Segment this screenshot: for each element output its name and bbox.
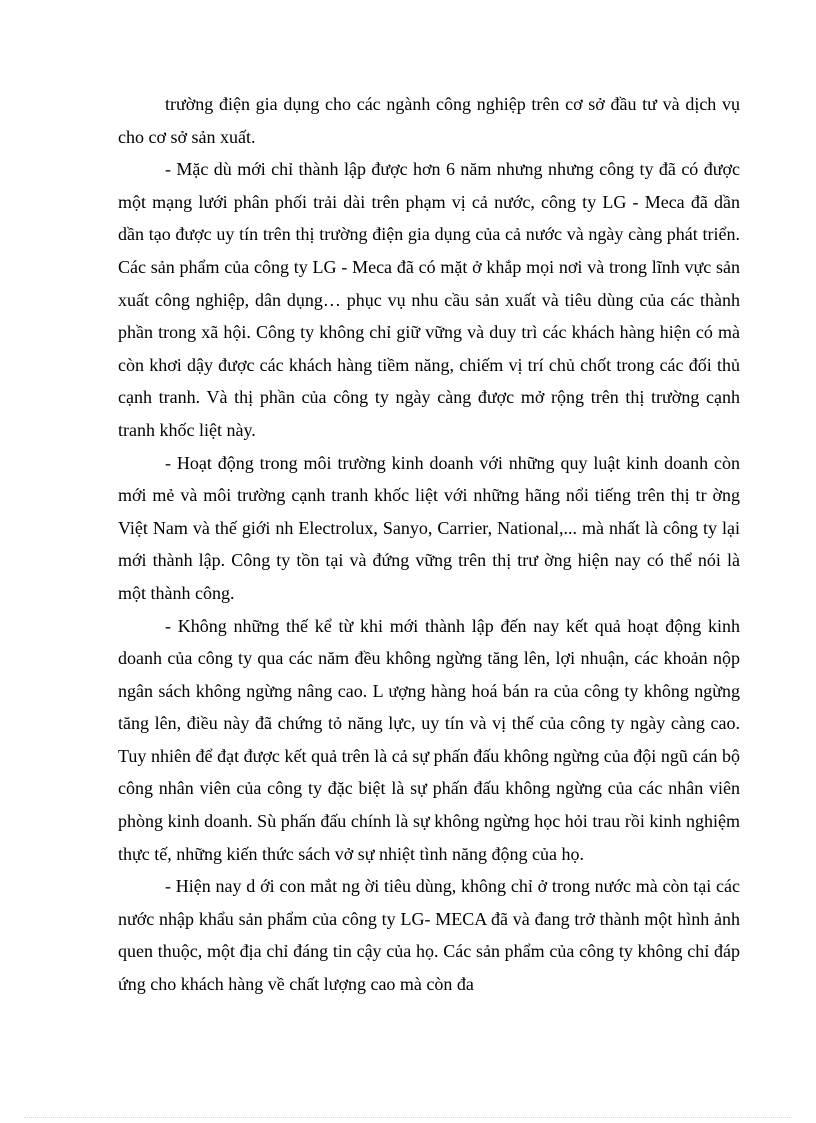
paragraph-competitive-environment: - Hoạt động trong môi trường kinh doanh với những quy luật kinh doanh còn mới mẻ và môi trường cạnh tranh khốc liệt với những hãng nổi tiếng trên thị tr ờng Việt Nam và thế giới nh Electrolux, Sanyo, Carrier, National,... mà nhất là công ty lại mới thành lập. Công ty tồn tại và đứng vững trên thị trư ờng hiện nay có thể nói là một thành công. (118, 452, 740, 603)
page-bottom-divider (24, 1117, 792, 1118)
paragraph-distribution-network: - Mặc dù mới chỉ thành lập được hơn 6 năm nhưng nhưng công ty đã có được một mạng lưới phân phối trải dài trên phạm vị cả nước, công ty LG - Meca đã dần dần tạo được uy tín trên thị trường điện gia dụng của cả nước và ngày càng phát triển. Các sản phẩm của công ty LG - Meca đã có mặt ở khắp mọi nơi và trong lĩnh vực sản xuất công nghiệp, dân dụng… phục vụ nhu cầu sản xuất và tiêu dùng của các thành phần trong xã hội. Công ty không chỉ giữ vững và duy trì các khách hàng hiện có mà còn khơi dậy được các khách hàng tiềm năng, chiếm vị trí chủ chốt trong các đối thủ cạnh tranh. Và thị phần của công ty ngày càng được mở rộng trên thị trường cạnh tranh khốc liệt này. (118, 159, 740, 440)
paragraph-continuation: trường điện gia dụng cho các ngành công nghiệp trên cơ sở đầu tư và dịch vụ cho cơ sở sản xuất. (118, 94, 740, 147)
body-text (118, 88, 740, 1001)
paragraph-business-results: - Không những thế kể từ khi mới thành lập đến nay kết quả hoạt động kinh doanh của công ty qua các năm đều không ngừng tăng lên, lợi nhuận, các khoản nộp ngân sách không ngừng nâng cao. L ượng hàng hoá bán ra của công ty không ngừng tăng lên, điều này đã chứng tỏ năng lực, uy tín và vị thế của công ty ngày càng cao. Tuy nhiên để đạt được kết quả trên là cả sự phấn đấu không ngừng của đội ngũ cán bộ công nhân viên của công ty đặc biệt là sự phấn đấu không ngừng của các nhân viên phòng kinh doanh. Sù phấn đấu chính là sự không ngừng học hỏi trau rồi kinh nghiệm thực tế, những kiến thức sách vở sự nhiệt tình năng động của họ. (118, 615, 740, 864)
paragraph-consumer-view: - Hiện nay d ới con mắt ng ời tiêu dùng, không chỉ ở trong nước mà còn tại các nước nhập khẩu sản phẩm của công ty LG- MECA đã và đang trở thành một hình ảnh quen thuộc, một địa chỉ đáng tin cậy của họ. Các sản phẩm của công ty không chỉ đáp ứng cho khách hàng về chất lượng cao mà còn đa (118, 876, 740, 995)
